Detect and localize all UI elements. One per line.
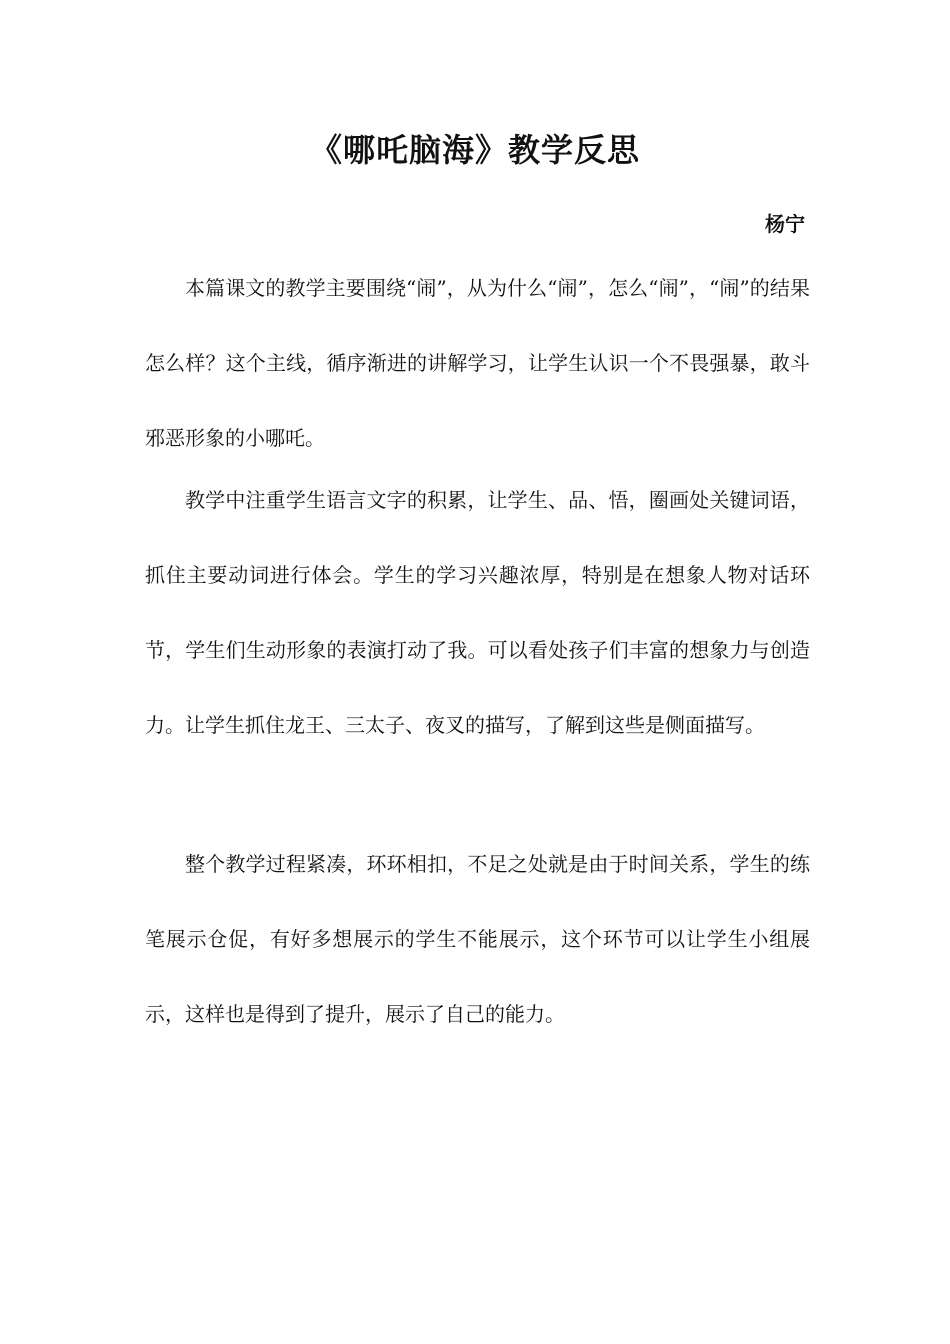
paragraph-1: 本篇课文的教学主要围绕“闹”，从为什么“闹”，怎么“闹”，“闹”的结果怎么样？这个主线，循序渐进的讲解学习，让学生认识一个不畏强暴，敢斗邪恶形象的小哪吒。 [145,276,810,450]
author-name: 杨宁 [765,212,805,236]
paragraph-2: 教学中注重学生语言文字的积累，让学生、品、悟，圈画处关键词语，抓住主要动词进行体会。学生的学习兴趣浓厚，特别是在想象人物对话环节，学生们生动形象的表演打动了我。可以看处孩子们丰富的想象力与创造力。让学生抓住龙王、三太子、夜叉的描写，了解到这些是侧面描写。 [145,488,810,737]
paragraph-3: 整个教学过程紧凑，环环相扣，不足之处就是由于时间关系，学生的练笔展示仓促，有好多想展示的学生不能展示，这个环节可以让学生小组展示，这样也是得到了提升，展示了自己的能力。 [145,852,810,1026]
document-title: 《哪吒脑海》教学反思 [309,131,640,169]
